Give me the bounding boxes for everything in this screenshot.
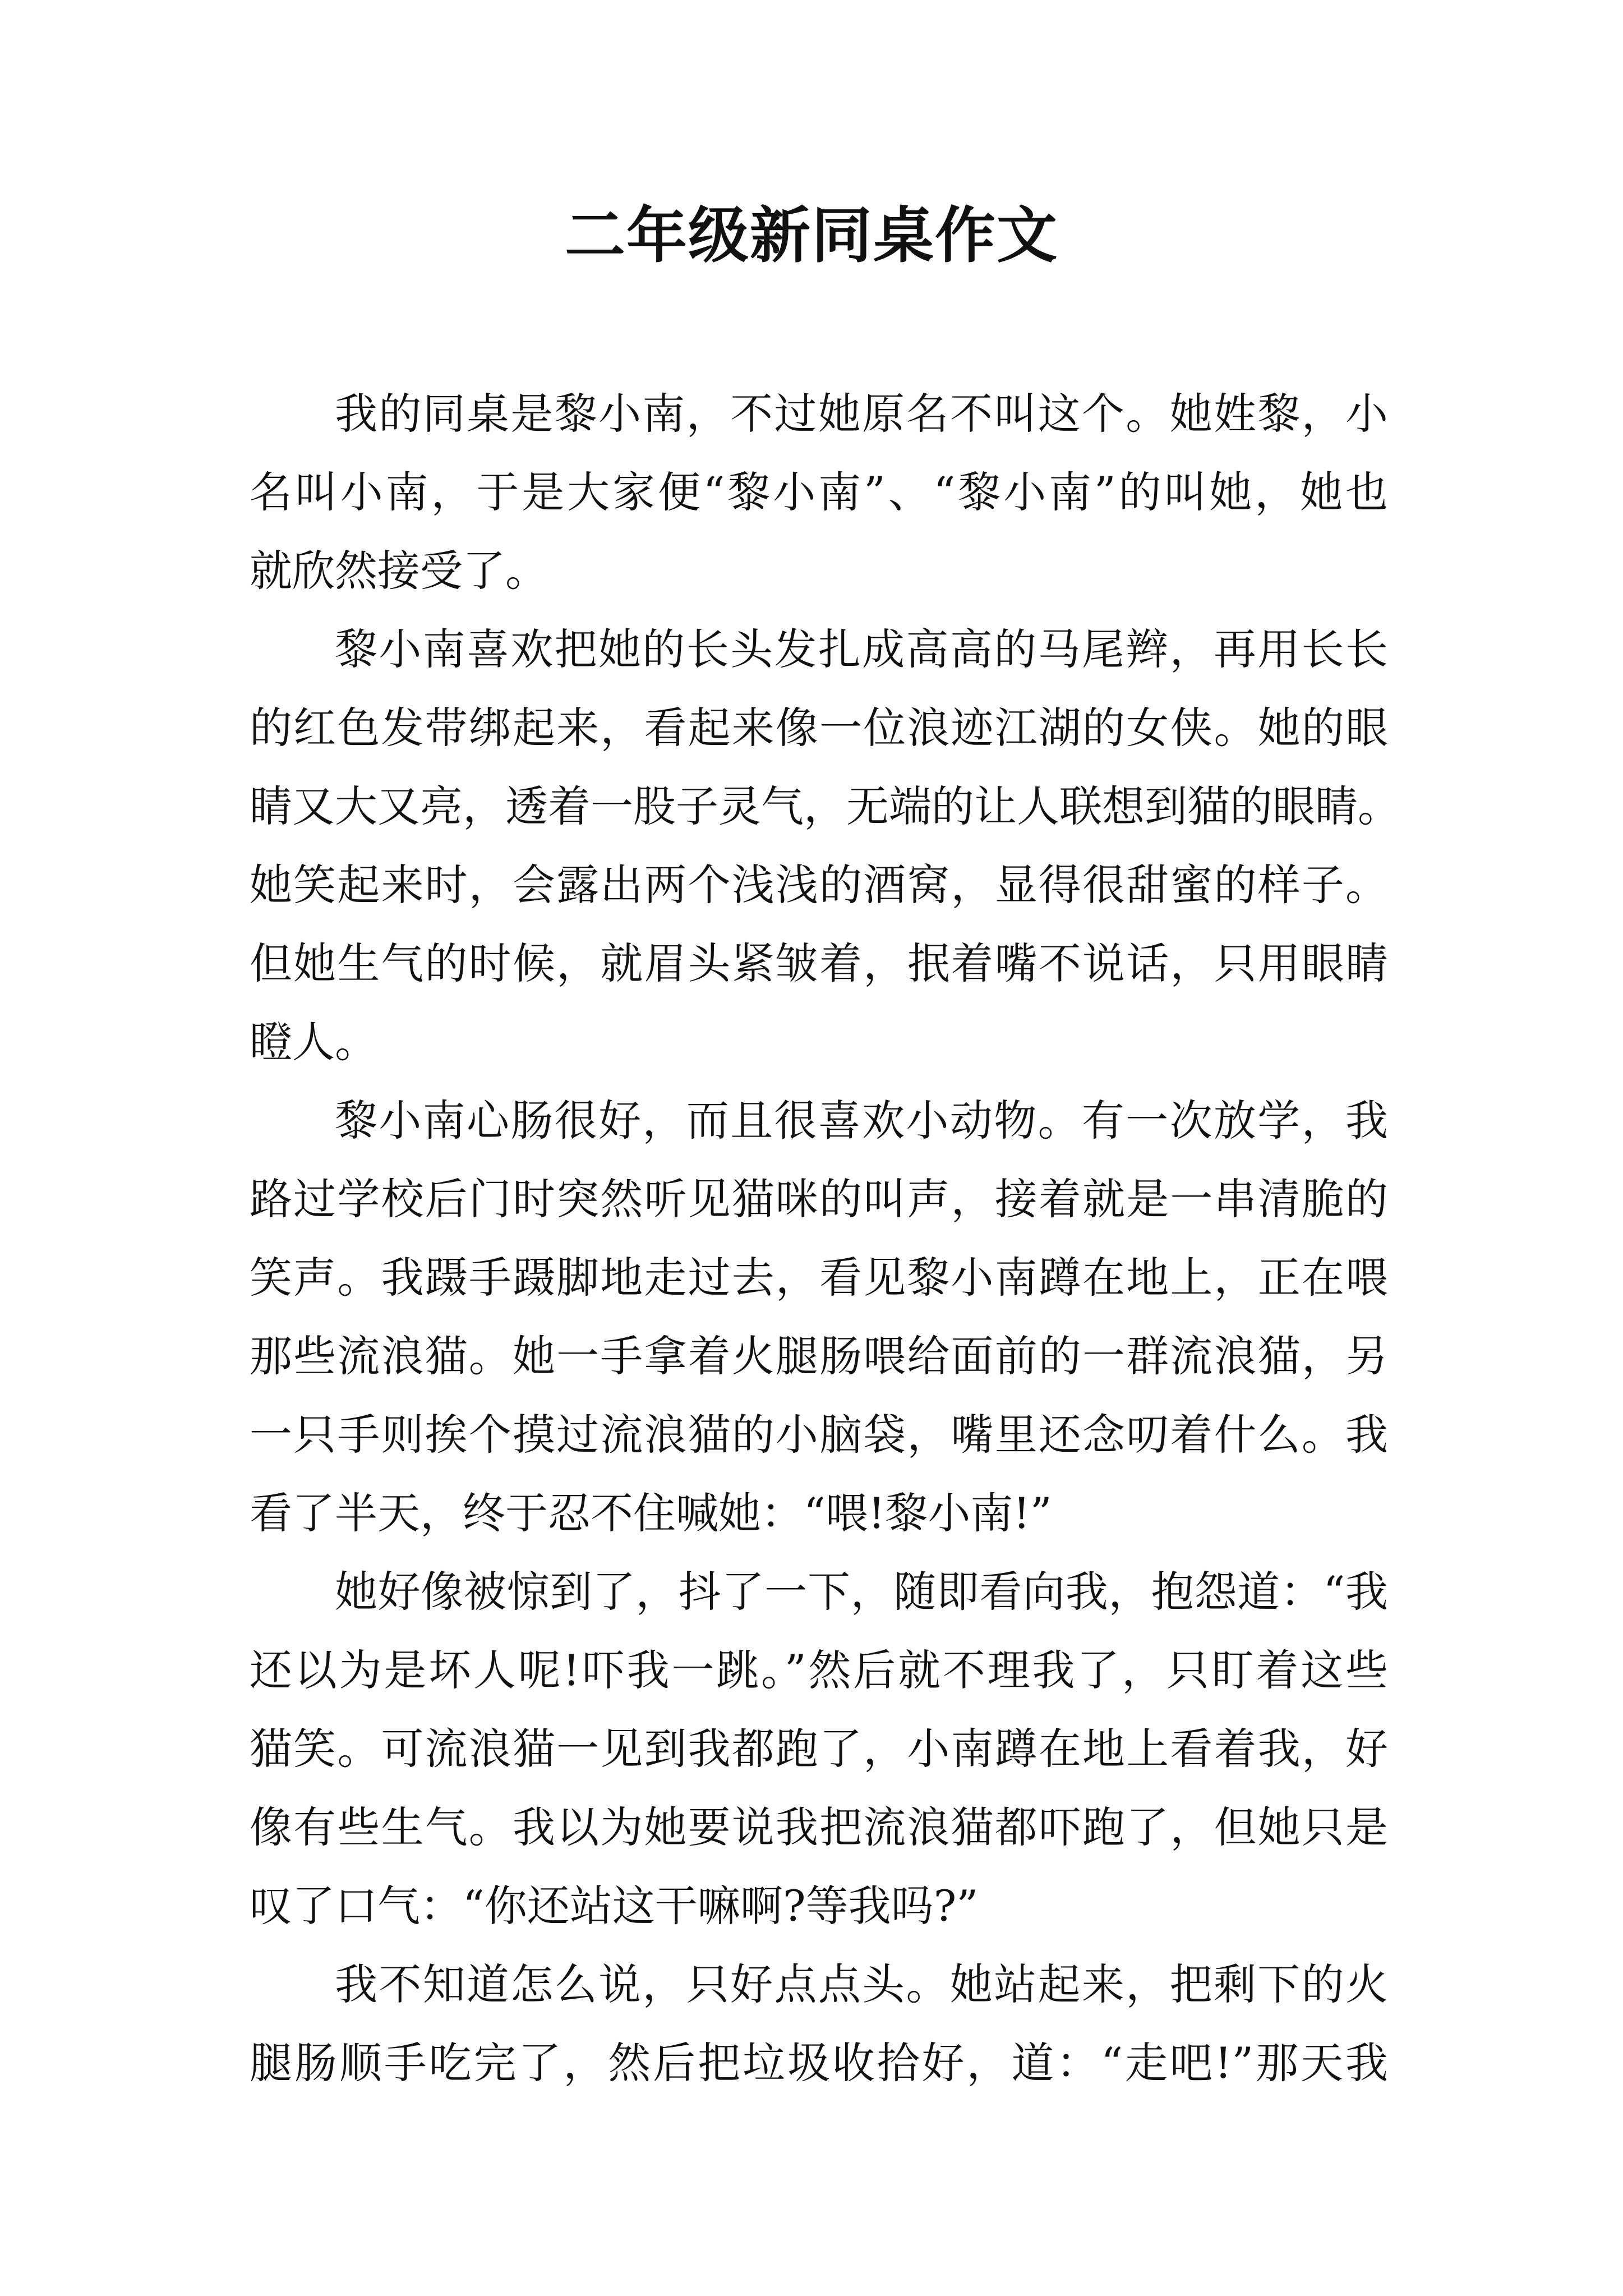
text-line: 看了半天，终于忍不住喊她：“喂!黎小南!” [250,1488,1052,1538]
text-line: 还以为是坏人呢!吓我一跳。”然后就不理我了，只盯着这些 [250,1645,1388,1695]
text-line: 她笑起来时，会露出两个浅浅的酒窝，显得很甜蜜的样子。 [250,860,1388,910]
text-line: 黎小南喜欢把她的长头发扎成高高的马尾辫，再用长长 [335,624,1388,674]
document-body [250,375,1400,2102]
text-line: 的红色发带绑起来，看起来像一位浪迹江湖的女侠。她的眼 [250,703,1388,753]
document-title: 二年级新同桌作文 [564,200,1058,271]
text-line: 就欣然接受了。 [250,546,548,596]
text-line: 那些流浪猫。她一手拿着火腿肠喂给面前的一群流浪猫，另 [250,1331,1388,1381]
text-line: 但她生气的时候，就眉头紧皱着，抿着嘴不说话，只用眼睛 [250,938,1388,988]
text-line: 路过学校后门时突然听见猫咪的叫声，接着就是一串清脆的 [250,1174,1388,1224]
text-line: 瞪人。 [250,1017,377,1067]
text-line: 她好像被惊到了，抖了一下，随即看向我，抱怨道：“我 [335,1567,1388,1617]
text-line: 名叫小南，于是大家便“黎小南”、“黎小南”的叫她，她也 [250,467,1388,517]
text-line: 睛又大又亮，透着一股子灵气，无端的让人联想到猫的眼睛。 [250,781,1400,831]
text-line: 黎小南心肠很好，而且很喜欢小动物。有一次放学，我 [335,1096,1388,1145]
text-line: 猫笑。可流浪猫一见到我都跑了，小南蹲在地上看着我，好 [250,1724,1388,1774]
text-line: 叹了口气：“你还站这干嘛啊?等我吗?” [250,1881,979,1931]
text-line: 腿肠顺手吃完了，然后把垃圾收拾好，道：“走吧!”那天我 [250,2038,1388,2088]
text-line: 我的同桌是黎小南，不过她原名不叫这个。她姓黎，小 [335,389,1388,439]
text-line: 笑声。我蹑手蹑脚地走过去，看见黎小南蹲在地上，正在喂 [250,1253,1388,1303]
text-line: 我不知道怎么说，只好点点头。她站起来，把剩下的火 [335,1959,1388,2009]
text-line: 像有些生气。我以为她要说我把流浪猫都吓跑了，但她只是 [250,1802,1388,1852]
text-line: 一只手则挨个摸过流浪猫的小脑袋，嘴里还念叨着什么。我 [250,1410,1388,1460]
